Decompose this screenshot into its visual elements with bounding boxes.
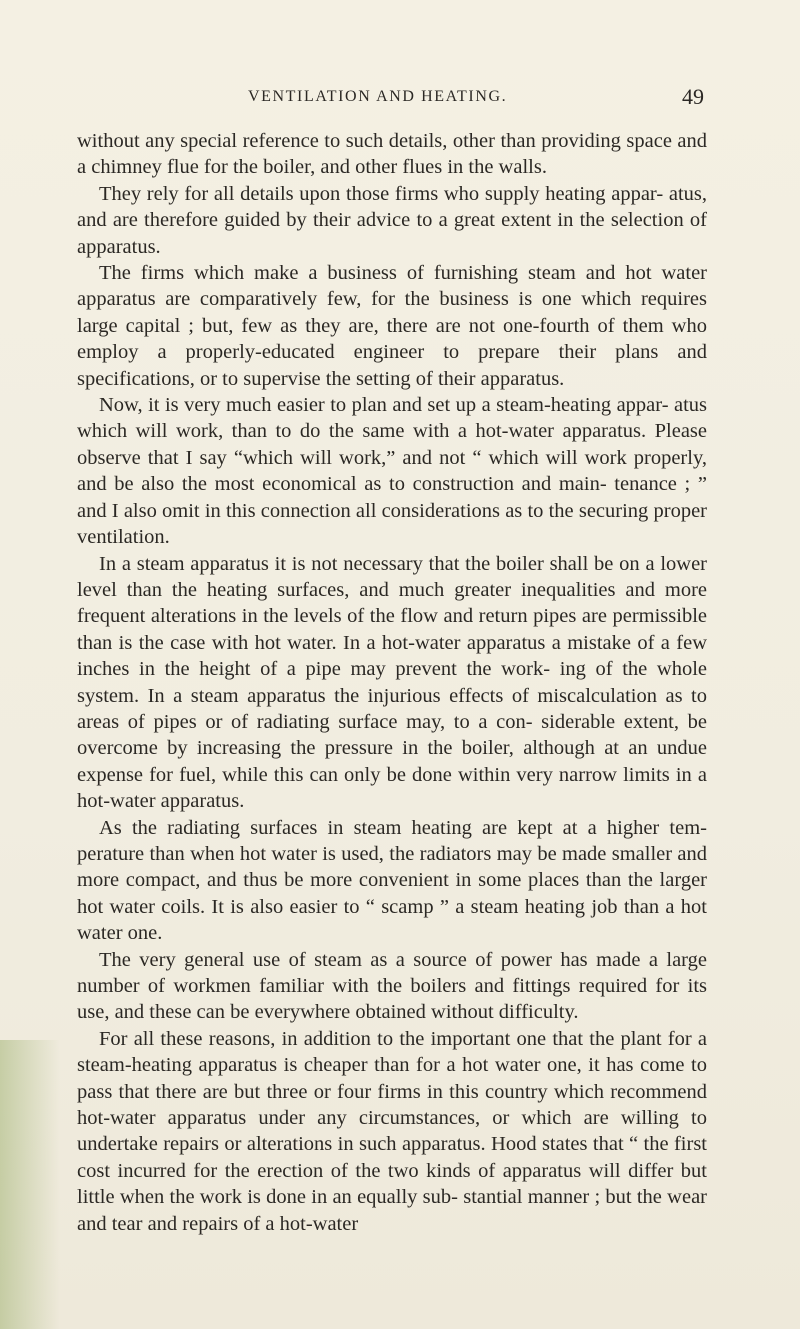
page-header <box>0 84 800 110</box>
paragraph: The very general use of steam as a source of power has made a large number of workmen familiar with the boilers and fittings required for its use, and these can be everywhere obtained without difficulty. <box>77 948 707 1024</box>
paragraph: As the radiating surfaces in steam heating are kept at a higher tem- perature than when hot water is used, the radiators may be made smaller and more compact, and thus be more convenient in some places than the larger hot water coils. It is also easier to “ scamp ” a steam heating job than a hot water one. <box>77 816 707 945</box>
paragraph: The firms which make a business of furnishing steam and hot water apparatus are comparatively few, for the business is one which requires large capital ; but, few as they are, there are not one-fourth of them who employ a properly-educated engineer to prepare their plans and specifications, or to supervise the setting of their apparatus. <box>77 262 707 390</box>
body-text <box>77 128 707 1237</box>
page-number: 49 <box>682 84 704 109</box>
paragraph: For all these reasons, in addition to the important one that the plant for a steam-heating apparatus is cheaper than for a hot water one, it has come to pass that there are but three or four firms in this country which recommend hot-water apparatus under any circumstances, or which are willing to undertake repairs or alterations in such apparatus. Hood states that “ the first cost incurred for the erection of the two kinds of apparatus will differ but little when the work is done in an equally sub- stantial manner ; but the wear and tear and repairs of a hot-water <box>77 1027 707 1235</box>
paragraph: without any special reference to such details, other than providing space and a chimney flue for the boiler, and other flues in the walls. <box>77 130 707 179</box>
paragraph: In a steam apparatus it is not necessary that the boiler shall be on a lower level than the heating surfaces, and much greater inequalities and more frequent alterations in the levels of the flow and return pipes are permissible than is the case with hot water. In a hot-water apparatus a mistake of a few inches in the height of a pipe may prevent the work- ing of the whole system. In a steam apparatus the injurious effects of miscalculation as to areas of pipes or of radiating surface may, to a con- siderable extent, be overcome by increasing the pressure in the boiler, although at an undue expense for fuel, while this can only be done within very narrow limits in a hot-water apparatus. <box>77 552 707 813</box>
paragraph: Now, it is very much easier to plan and set up a steam-heating appar- atus which will work, than to do the same with a hot-water apparatus. Please observe that I say “which will work,” and not “ which will work properly, and be also the most economical as to construction and main- tenance ; ” and I also omit in this connection all considerations as to the securing proper ventilation. <box>77 394 707 549</box>
page-edge-shading <box>0 1040 60 1329</box>
running-head: VENTILATION AND HEATING. <box>248 88 508 105</box>
paragraph: They rely for all details upon those firms who supply heating appar- atus, and are therefore guided by their advice to a great extent in the selection of apparatus. <box>77 182 707 258</box>
